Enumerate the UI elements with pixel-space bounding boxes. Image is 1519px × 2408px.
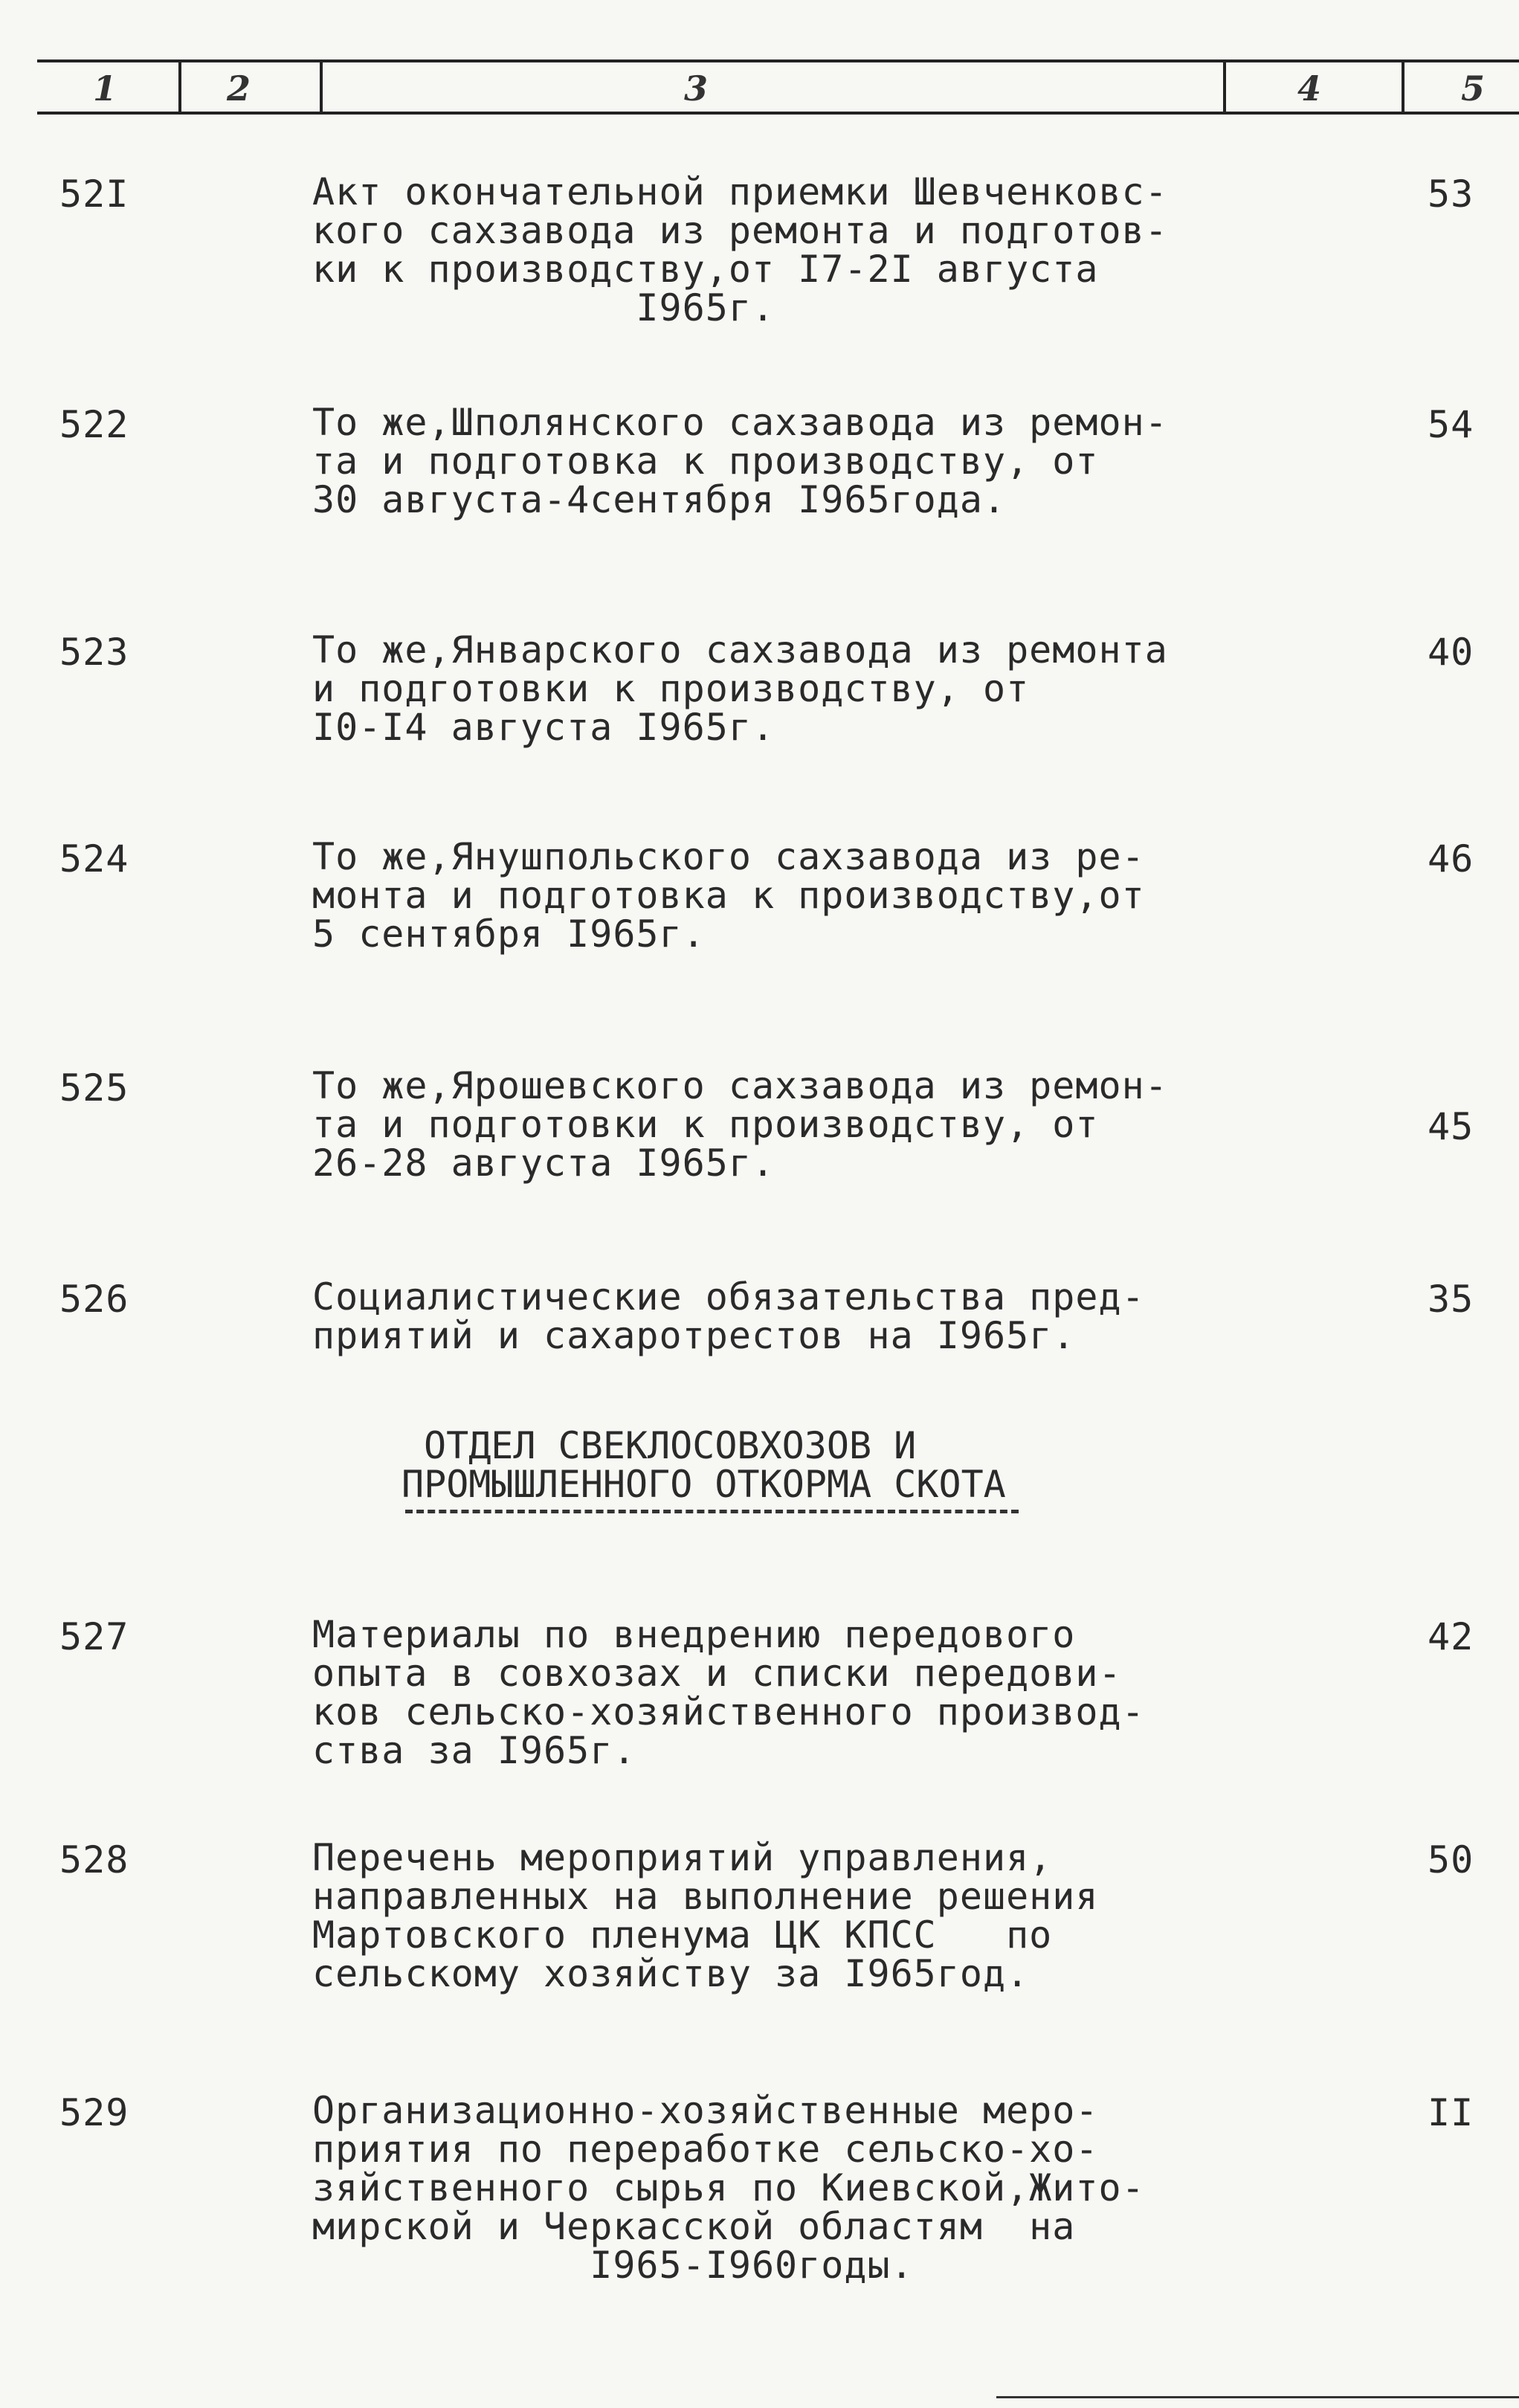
item-description: То же,Январского сахзавода из ремонта и подготовки к производству, от I0-I4 августа I965г. <box>312 628 1168 749</box>
column-number-3: 3 <box>684 68 709 109</box>
section-heading-line: ОТДЕЛ СВЕКЛОСОВХОЗОВ И <box>424 1424 917 1467</box>
item-pages: 46 <box>1428 837 1474 881</box>
header-divider <box>320 61 323 113</box>
item-description: Перечень мероприятий управления, направленных на выполнение решения Мартовского пленума ЦК КПСС по сельскому хозяйству за I965год. <box>312 1836 1099 1995</box>
item-number: 529 <box>59 2091 129 2134</box>
item-description: Материалы по внедрению передового опыта в совхозах и списки передови- ков сельско-хозяйственного производ- ства за I965г. <box>312 1613 1145 1772</box>
item-pages: 54 <box>1428 403 1474 446</box>
item-pages: 42 <box>1428 1615 1474 1658</box>
item-description: Акт окончательной приемки Шевченковс- кого сахзавода из ремонта и подготов- ки к производству,от I7-2I августа I965г. <box>312 170 1168 329</box>
item-number: 525 <box>59 1066 129 1110</box>
column-number-5: 5 <box>1461 68 1486 109</box>
item-number: 52I <box>59 173 129 216</box>
section-heading-line: ПРОМЫШЛЕННОГО ОТКОРМА СКОТА <box>401 1463 1006 1506</box>
bottom-rule <box>996 2396 1519 2398</box>
header-top-rule <box>37 59 1519 62</box>
item-pages: 50 <box>1428 1838 1474 1881</box>
item-pages: II <box>1428 2091 1474 2134</box>
header-divider <box>1402 61 1404 113</box>
column-number-1: 1 <box>93 68 117 109</box>
item-number: 527 <box>59 1615 129 1658</box>
item-number: 524 <box>59 837 129 881</box>
column-number-2: 2 <box>227 68 251 109</box>
item-description: То же,Шполянского сахзавода из ремон- та и подготовка к производству, от 30 августа-4сентября I965года. <box>312 401 1168 521</box>
item-number: 528 <box>59 1838 129 1881</box>
item-description: То же,Янушпольского сахзавода из ре- монта и подготовка к производству,от 5 сентября I965г. <box>312 835 1145 956</box>
column-number-4: 4 <box>1297 68 1322 109</box>
section-underline <box>405 1510 1019 1513</box>
item-number: 526 <box>59 1278 129 1321</box>
item-number: 523 <box>59 631 129 674</box>
item-pages: 35 <box>1428 1278 1474 1321</box>
item-pages: 53 <box>1428 173 1474 216</box>
item-description: То же,Ярошевского сахзавода из ремон- та и подготовки к производству, от 26-28 августа I965г. <box>312 1064 1168 1185</box>
item-description: Социалистические обязательства пред- приятий и сахаротрестов на I965г. <box>312 1275 1145 1357</box>
item-description: Организационно-хозяйственные меро- приятия по переработке сельско-хо- зяйственного сырья по Киевской,Жито- мирской и Черкасской областям на I965-I960годы. <box>312 2089 1145 2287</box>
item-number: 522 <box>59 403 129 446</box>
item-pages: 40 <box>1428 631 1474 674</box>
header-divider <box>178 61 181 113</box>
header-bottom-rule <box>37 112 1519 115</box>
header-divider <box>1223 61 1226 113</box>
item-pages: 45 <box>1428 1105 1474 1148</box>
